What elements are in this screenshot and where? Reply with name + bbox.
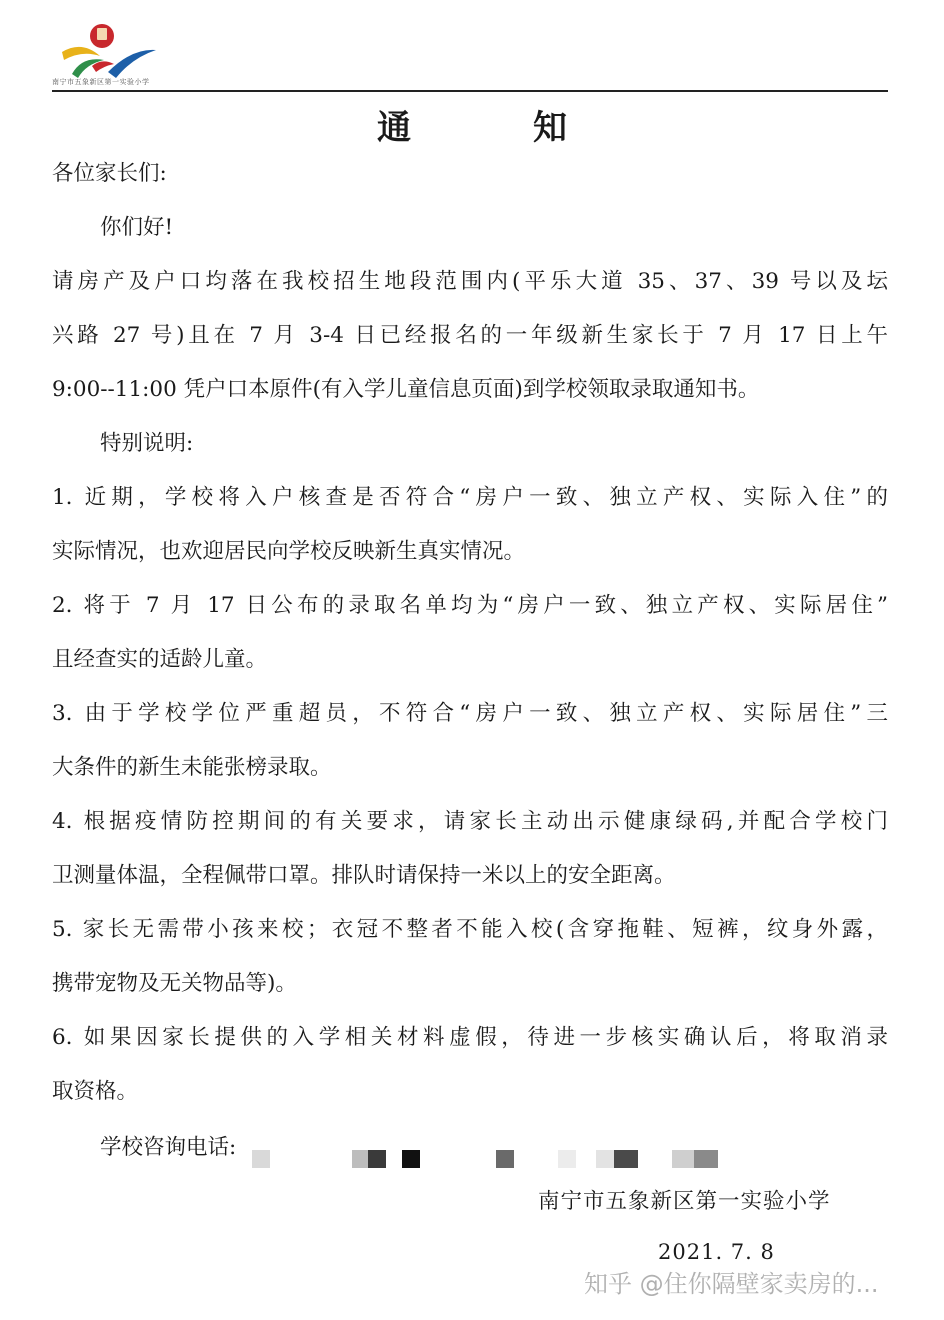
item-6-line-2: 取资格。: [52, 1079, 139, 1104]
header-divider: [52, 90, 888, 92]
item-1-line-2: 实际情况，也欢迎居民向学校反映新生真实情况。: [52, 539, 526, 564]
item-3-line-2: 大条件的新生未能张榜录取。: [52, 755, 332, 780]
item-2-line-1: 2. 将于 7 月 17 日公布的录取名单均为“房户一致、独立产权、实际居住”: [52, 593, 888, 618]
intro-line-3: 9:00--11:00 凭户口本原件(有入学儿童信息页面)到学校领取录取通知书。: [52, 377, 760, 402]
item-2-line-2: 且经查实的适龄儿童。: [52, 647, 268, 672]
phone-label: 学校咨询电话:: [100, 1135, 237, 1160]
item-4-line-1: 4. 根据疫情防控期间的有关要求，请家长主动出示健康绿码,并配合学校门: [52, 809, 888, 834]
logo-caption: 南宁市五象新区第一实验小学: [52, 78, 150, 86]
item-1-line-1: 1. 近期，学校将入户核查是否符合“房户一致、独立产权、实际入住”的: [52, 485, 888, 510]
school-signature: 南宁市五象新区第一实验小学: [538, 1189, 831, 1214]
item-4-line-2: 卫测量体温，全程佩带口罩。排队时请保持一米以上的安全距离。: [52, 863, 676, 888]
zhihu-watermark: 知乎 @住你隔壁家卖房的...: [584, 1270, 879, 1298]
greeting: 各位家长们:: [52, 161, 167, 186]
special-heading: 特别说明:: [100, 431, 194, 456]
intro-line-2: 兴路 27 号)且在 7 月 3-4 日已经报名的一年级新生家长于 7 月 17 日上午: [52, 323, 888, 348]
notice-date: 2021. 7. 8: [658, 1240, 775, 1264]
item-5-line-1: 5. 家长无需带小孩来校；衣冠不整者不能入校(含穿拖鞋、短裤，纹身外露，: [52, 917, 888, 942]
item-6-line-1: 6. 如果因家长提供的入学相关材料虚假，待进一步核实确认后，将取消录: [52, 1025, 888, 1050]
intro-line-1: 请房产及户口均落在我校招生地段范围内(平乐大道 35、37、39 号以及坛: [52, 269, 888, 294]
item-5-line-2: 携带宠物及无关物品等)。: [52, 971, 297, 996]
redacted-phone-number: [252, 1150, 722, 1170]
item-3-line-1: 3. 由于学校学位严重超员，不符合“房户一致、独立产权、实际居住”三: [52, 701, 888, 726]
notice-title: 通 知: [377, 108, 611, 148]
hello-line: 你们好!: [100, 215, 174, 240]
